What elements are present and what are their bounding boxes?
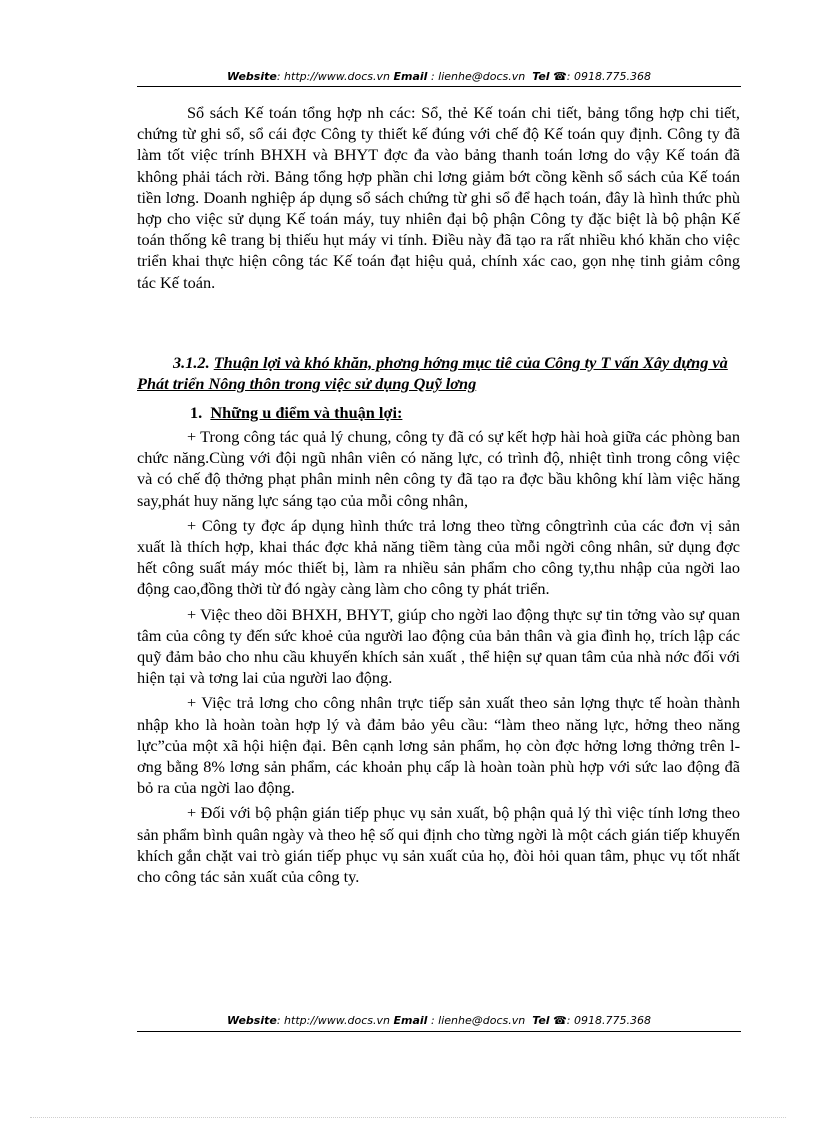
footer-tel-label: Tel: [532, 1014, 550, 1027]
section-title: Thuận lợi và khó khăn, phơng hớng mục tiê của Công ty T vấn Xây dựng và Phát triển Nông thôn trong việc sử dụng Quỹ lơng: [137, 353, 728, 393]
website-value: : http://www.docs.vn: [276, 70, 391, 83]
telephone-icon: ☎: [553, 70, 567, 83]
list-item: + Việc theo dõi BHXH, BHYT, giúp cho ngời lao động thực sự tin tởng vào sự quan tâm của công ty đến sức khoẻ của người lao động của bản thân và gia đình họ, trích lập các quỹ đảm bảo cho nhu cầu khuyến khích sản xuất , thể hiện sự quan tâm của nhà nớc đối với hiện tại và tơng lai của người lao động.: [137, 604, 740, 688]
page-header: [137, 70, 741, 83]
list-item: + Công ty đợc áp dụng hình thức trả lơng theo từng côngtrình của các đơn vị sản xuất là thích hợp, khai thác đợc khả năng tiềm tàng của mỗi ngời công nhân, sử dụng đợc hết công suất máy móc thiết bị, làm ra nhiều sản phẩm cho công ty,thu nhập của ngời lao động cao,đồng thời từ đó ngày càng làm cho công ty phát triển.: [137, 515, 740, 599]
page-footer: [137, 1014, 741, 1027]
tel-value: : 0918.775.368: [566, 70, 651, 83]
list-item: + Việc trả lơng cho công nhân trực tiếp sản xuất theo sản lợng thực tế hoàn thành nhập kho là hoàn toàn hợp lý và đảm bảo yêu cầu: “làm theo năng lực, hởng theo năng lực”của một xã hội hiện đại. Bên cạnh lơng sản phẩm, họ còn đợc hởng lơng thởng trên lơng bằng 8% lơng sản phẩm, các khoản phụ cấp là hoàn toàn phù hợp với sức lao động đã bỏ ra của ngời lao động.: [137, 693, 740, 798]
list-item: + Đối với bộ phận gián tiếp phục vụ sản xuất, bộ phận quả lý thì việc tính lơng theo sản phẩm bình quân ngày và theo hệ số qui định cho từng ngời là một cách gián tiếp khuyến khích gắn chặt vai trò gián tiếp phục vụ sản xuất của họ, đòi hỏi quan tâm, phục vụ tốt nhất cho công tác sản xuất của công ty.: [137, 803, 740, 887]
footer-website-label: Website: [227, 1014, 277, 1027]
section-heading: [137, 352, 740, 394]
subheading-number: 1.: [190, 403, 203, 422]
list-item: + Trong công tác quả lý chung, công ty đã có sự kết hợp hài hoà giữa các phòng ban chức năng.Cùng với đội ngũ nhân viên có năng lực, có trình độ, nhiệt tình trong công việc và có chế độ thởng phạt phân minh nên công ty đã tạo ra đợc bầu không khí làm việc hăng say,phát huy năng lực sáng tạo của mỗi công nhân,: [137, 427, 740, 510]
website-label: Website: [227, 70, 277, 83]
subheading: [190, 402, 402, 423]
intro-block: [137, 102, 740, 293]
footer-website-value: : http://www.docs.vn: [276, 1014, 391, 1027]
footer-email-label: Email: [393, 1014, 428, 1027]
tel-label: Tel: [532, 70, 550, 83]
header-rule: [137, 86, 741, 87]
footer-email-value: : lienhe@docs.vn: [430, 1014, 526, 1027]
advantages-list: [137, 426, 740, 891]
footer-tel-value: : 0918.775.368: [566, 1014, 651, 1027]
email-label: Email: [393, 70, 428, 83]
intro-paragraph: Sổ sách Kế toán tổng hợp nh các: Sổ, thẻ Kế toán chi tiết, bảng tổng hợp chi tiết, chứng từ ghi sổ, sổ cái đợc Công ty thiết kế đúng với chế độ Kế toán quy định. Công ty đã làm tốt việc trính BHXH và BHYT đợc đa vào bảng thanh toán lơng do vậy Kế toán đã không phải tách rời. Bảng tổng hợp phần chi lơng giảm bớt cồng kềnh sổ sách của Kế toán tiền lơng. Doanh nghiệp áp dụng sổ sách chứng từ ghi sổ để hạch toán, đây là hình thức phù hợp cho việc sử dụng Kế toán máy, tuy nhiên đại bộ phận Công ty đặc biệt là bộ phận Kế toán thống kê trang bị thiếu hụt máy vi tính. Điều này đã tạo ra rất nhiều khó khăn cho việc triển khai thực hiện công tác Kế toán đạt hiệu quả, chính xác cao, gọn nhẹ tinh giảm công tác Kế toán.: [137, 103, 740, 292]
footer-rule: [137, 1031, 741, 1032]
subheading-title: Những u điểm và thuận lợi:: [210, 403, 403, 422]
email-value: : lienhe@docs.vn: [430, 70, 526, 83]
footer-telephone-icon: ☎: [553, 1014, 567, 1027]
section-number: 3.1.2.: [173, 353, 210, 372]
page-edge-divider: [30, 1117, 786, 1118]
